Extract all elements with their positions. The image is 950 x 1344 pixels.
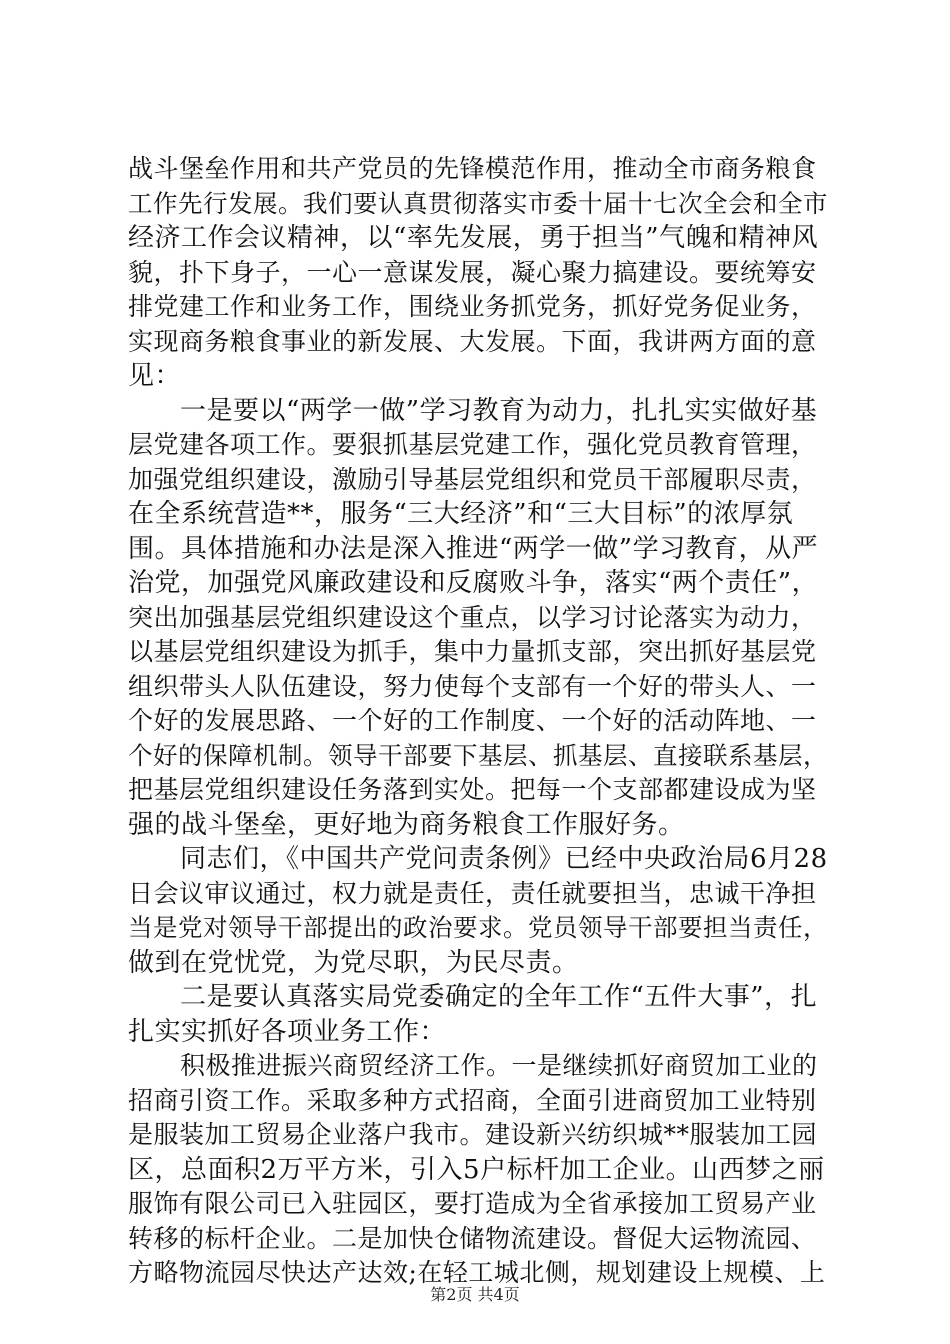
text-line: 经济工作会议精神，以“率先发展，勇于担当”气魄和精神风 — [128, 223, 819, 253]
text-line: 服饰有限公司已入驻园区，要打造成为全省承接加工贸易产业 — [128, 1189, 817, 1218]
text-line: 组织带头人队伍建设，努力使每个支部有一个好的带头人、一 — [128, 671, 817, 701]
text-line: 围。具体措施和办法是深入推进“两学一做”学习教育，从严 — [128, 533, 819, 564]
text-line: 实现商务粮食事业的新发展、大发展。下面，我讲两方面的意 — [128, 326, 817, 356]
text-line: 方略物流园尽快达产达效;在轻工城北侧，规划建设上规模、上 — [128, 1258, 826, 1287]
text-line: 貌，扑下身子，一心一意谋发展，凝心聚力搞建设。要统筹安 — [128, 257, 817, 287]
document-body — [128, 152, 828, 1291]
text-line: 是服装加工贸易企业落户我市。建设新兴纺织城**服装加工园 — [128, 1120, 818, 1149]
paragraph-first-line: 二是要认真落实局党委确定的全年工作“五件大事”，扎 — [180, 982, 818, 1012]
text-line: 突出加强基层党组织建设这个重点，以学习讨论落实为动力， — [128, 602, 817, 632]
text-line: 治党，加强党风廉政建设和反腐败斗争，落实“两个责任”， — [128, 568, 819, 598]
text-line: 扎实实抓好各项业务工作： — [128, 1016, 447, 1047]
text-line: 日会议审议通过，权力就是责任，责任就要担当，忠诚干净担 — [128, 878, 817, 908]
paragraph-first-line: 积极推进振兴商贸经济工作。一是继续抓好商贸加工业的 — [180, 1051, 818, 1080]
text-line: 招商引资工作。采取多种方式招商，全面引进商贸加工业特别 — [128, 1085, 817, 1115]
text-line: 层党建各项工作。要狠抓基层党建工作，强化党员教育管理， — [128, 430, 817, 459]
text-line: 区，总面积2万平方米，引入5户标杆加工企业。山西梦之丽 — [128, 1154, 825, 1185]
text-line: 做到在党忧党，为党尽职，为民尽责。 — [128, 947, 579, 978]
text-line: 转移的标杆企业。二是加快仓储物流建设。督促大运物流园、 — [128, 1223, 817, 1253]
paragraph-first-line: 同志们，《中国共产党问责条例》已经中央政治局6月28 — [180, 844, 828, 874]
text-line: 工作先行发展。我们要认真贯彻落实市委十届十七次全会和全市 — [128, 188, 828, 218]
text-line: 在全系统营造**，服务“三大经济”和“三大目标”的浓厚氛 — [128, 499, 794, 529]
paragraph-first-line: 一是要以“两学一做”学习教育为动力，扎扎实实做好基 — [180, 395, 818, 426]
text-line: 强的战斗堡垒，更好地为商务粮食工作服好务。 — [128, 809, 685, 840]
text-line: 排党建工作和业务工作，围绕业务抓党务，抓好党务促业务， — [128, 292, 817, 321]
text-line: 个好的发展思路、一个好的工作制度、一个好的活动阵地、一 — [128, 706, 817, 735]
text-line: 以基层党组织建设为抓手，集中力量抓支部，突出抓好基层党 — [128, 637, 817, 666]
text-line: 当是党对领导干部提出的政治要求。党员领导干部要担当责任， — [128, 913, 828, 942]
text-line: 把基层党组织建设任务落到实处。把每一个支部都建设成为坚 — [128, 775, 817, 804]
text-line: 战斗堡垒作用和共产党员的先锋模范作用，推动全市商务粮食 — [128, 154, 817, 183]
text-line: 个好的保障机制。领导干部要下基层、抓基层、直接联系基层， — [128, 740, 828, 770]
text-line: 加强党组织建设，激励引导基层党组织和党员干部履职尽责， — [128, 464, 817, 494]
page-footer: 第2页 共4页 — [430, 1285, 520, 1304]
text-line: 见： — [128, 361, 182, 391]
